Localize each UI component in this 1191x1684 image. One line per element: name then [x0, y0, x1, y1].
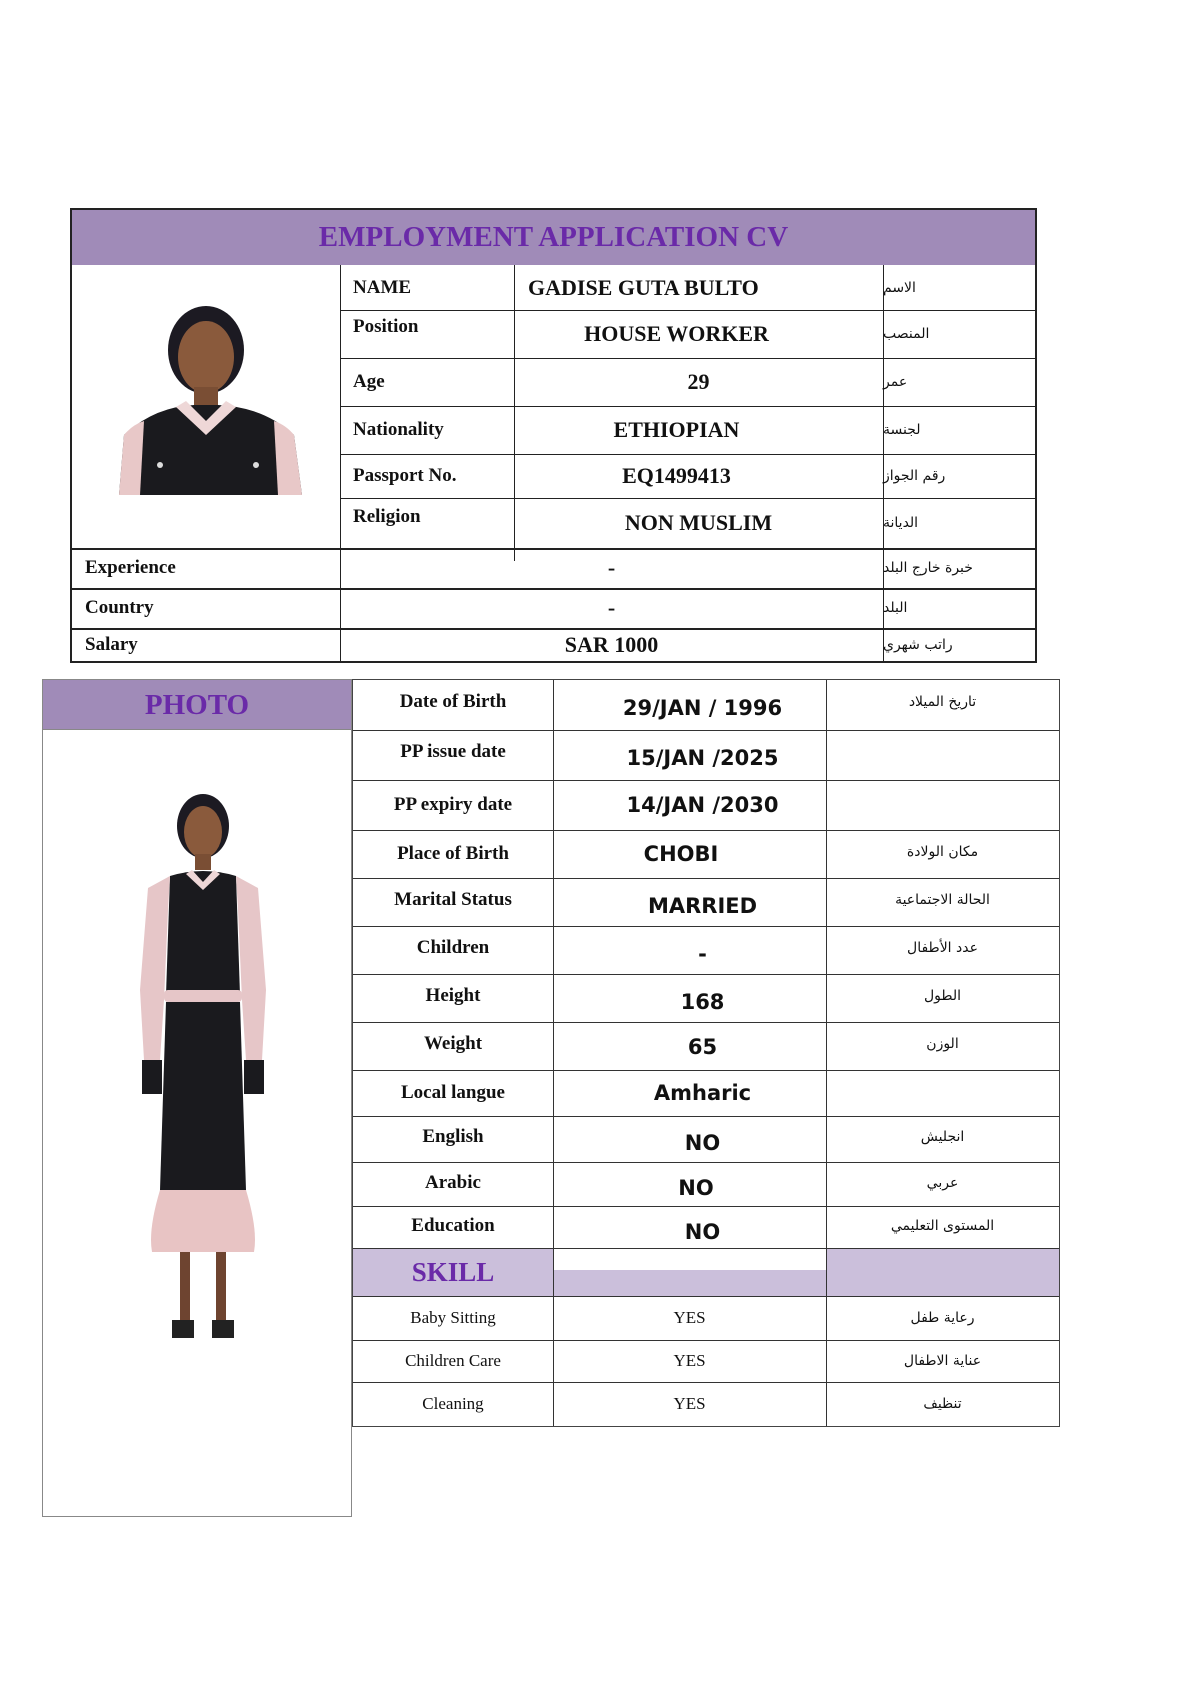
weight-arabic: الوزن	[926, 1036, 959, 1052]
marital-status-arabic: الحالة الاجتماعية	[895, 892, 990, 908]
weight-label: Weight	[423, 1033, 483, 1054]
cv-summary-table	[70, 208, 1037, 663]
pp-expiry-label: PP expiry date	[393, 794, 513, 815]
weight-value: 65	[687, 1035, 718, 1059]
arabic-label: Arabic	[425, 1172, 481, 1193]
country-arabic: البلد	[883, 600, 908, 616]
name-value: GADISE GUTA BULTO	[528, 274, 759, 300]
name-label: NAME	[353, 276, 412, 298]
position-label: Position	[353, 316, 419, 337]
passport-label: Passport No.	[353, 465, 457, 486]
skill-baby-sitting-arabic: رعاية طفل	[910, 1310, 975, 1326]
salary-value: SAR 1000	[564, 631, 659, 657]
children-label: Children	[416, 937, 490, 958]
skill-children-care-arabic: عناية الاطفال	[903, 1353, 982, 1369]
children-arabic: عدد الأطفال	[907, 940, 978, 956]
pp-issue-arabic	[826, 730, 1059, 780]
full-body-photo	[128, 790, 278, 1350]
skill-cleaning-label: Cleaning	[422, 1394, 484, 1413]
country-label: Country	[85, 597, 154, 618]
religion-label: Religion	[353, 506, 421, 527]
arabic-arabic: عربي	[926, 1175, 959, 1191]
passport-value: EQ1499413	[622, 463, 731, 488]
dob-value: 29/JAN / 1996	[622, 696, 783, 720]
name-arabic: الاسم	[883, 279, 916, 296]
pp-issue-value: 15/JAN /2025	[626, 746, 779, 770]
skill-baby-sitting-label: Baby Sitting	[410, 1308, 496, 1327]
english-label: English	[422, 1126, 484, 1147]
nationality-label: Nationality	[353, 419, 444, 440]
local-language-label: Local langue	[401, 1082, 505, 1103]
marital-status-value: MARRIED	[647, 894, 758, 918]
english-arabic: انجليش	[920, 1129, 965, 1145]
passport-arabic: رقم الجواز	[883, 468, 946, 484]
dob-arabic: تاريخ الميلاد	[908, 694, 977, 710]
skill-cleaning-value: YES	[673, 1394, 706, 1413]
country-value: -	[607, 595, 616, 620]
place-of-birth-arabic: مكان الولادة	[906, 844, 979, 860]
pp-expiry-value: 14/JAN /2030	[626, 793, 779, 817]
skill-baby-sitting-value: YES	[673, 1308, 706, 1327]
dob-label: Date of Birth	[399, 691, 507, 712]
height-arabic: الطول	[923, 988, 962, 1004]
skill-children-care-label: Children Care	[405, 1351, 501, 1370]
photo-header: PHOTO	[43, 680, 351, 730]
place-of-birth-value: CHOBI	[643, 842, 719, 866]
photo-panel	[42, 679, 352, 1517]
children-value: -	[698, 942, 707, 966]
salary-label: Salary	[85, 633, 138, 655]
religion-arabic: الديانة	[883, 515, 919, 531]
local-language-arabic	[826, 1070, 1059, 1116]
pp-expiry-arabic	[826, 780, 1059, 830]
cv-title: EMPLOYMENT APPLICATION CV	[72, 210, 1035, 265]
education-value: NO	[684, 1220, 721, 1244]
height-value: 168	[680, 990, 725, 1014]
skill-header: SKILL	[411, 1256, 495, 1287]
position-value: HOUSE WORKER	[584, 321, 769, 346]
skill-cleaning-arabic: تنظيف	[923, 1396, 962, 1412]
nationality-value: ETHIOPIAN	[613, 417, 740, 442]
age-value: 29	[687, 369, 710, 394]
arabic-value: NO	[678, 1176, 714, 1200]
salary-arabic: راتب شهري	[883, 636, 953, 653]
pp-issue-label: PP issue date	[400, 741, 506, 762]
details-table	[352, 679, 1060, 1427]
age-arabic: عمر	[883, 374, 908, 390]
marital-status-label: Marital Status	[394, 889, 512, 910]
education-arabic: المستوى التعليمي	[890, 1218, 995, 1234]
age-label: Age	[353, 371, 385, 392]
experience-arabic: خبرة خارج البلد	[883, 560, 973, 576]
english-value: NO	[684, 1131, 721, 1155]
experience-value: -	[607, 555, 616, 580]
position-arabic: المنصب	[883, 326, 930, 342]
religion-value: NON MUSLIM	[624, 510, 773, 535]
place-of-birth-label: Place of Birth	[397, 843, 509, 864]
local-language-value: Amharic	[653, 1081, 752, 1105]
experience-label: Experience	[85, 557, 176, 578]
nationality-arabic: لجنسة	[883, 422, 921, 438]
education-label: Education	[411, 1215, 495, 1236]
height-label: Height	[425, 985, 481, 1006]
portrait-photo	[114, 295, 304, 495]
skill-children-care-value: YES	[673, 1351, 706, 1370]
